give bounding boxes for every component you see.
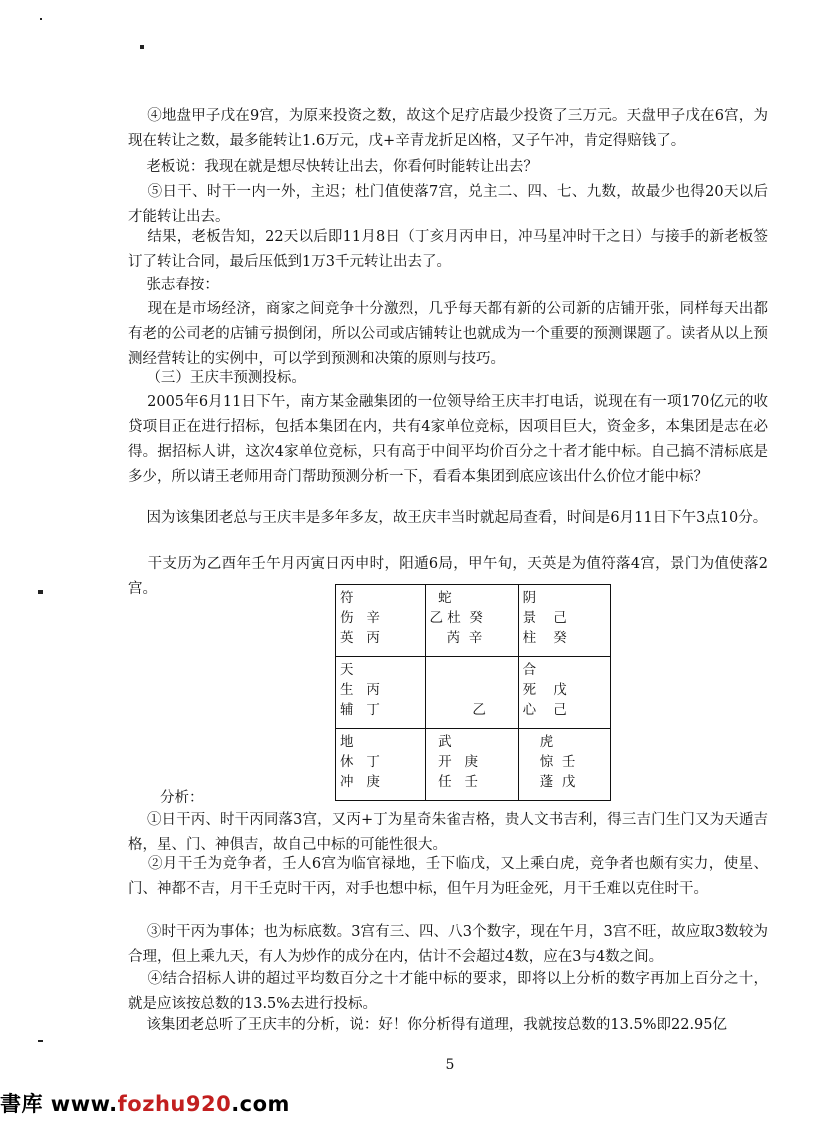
watermark — [0, 1088, 290, 1118]
qimen-chart — [335, 584, 611, 801]
palace-cell: 阴 景 己 柱 癸 — [518, 585, 610, 657]
paragraph: 2005年6月11日下午，南方某金融集团的一位领导给王庆丰打电话，说现在有一项170亿元的收贷项目正在进行招标，包括本集团在内，共有4家单位竞标，因项目巨大，资金多，本集团是志在必得。据招标人讲，这次4家单位竞标，只有高于中间平均价百分之十者才能中标。自己搞不清标底是多少，所以请王老师用奇门帮助预测分析一下，看看本集团到底应该出什么价位才能中标？ — [128, 394, 768, 485]
paragraph: ①日干丙、时干丙同落3宫，又丙+丁为星奇朱雀吉格，贵人文书吉利，得三吉门生门又为天遁吉格，星、门、神俱吉，故自己中标的可能性很大。 — [128, 812, 769, 853]
paragraph: ⑤日干、时干一内一外，主迟；杜门值使落7宫，兑主二、四、七、九数，故最少也得20天以后才能转让出去。 — [128, 184, 768, 225]
page-number: 5 — [445, 1057, 455, 1073]
scan-speck — [140, 45, 144, 49]
paragraph: 该集团老总听了王庆丰的分析，说：好！你分析得有道理，我就按总数的13.5%即22.95亿 — [128, 1017, 728, 1033]
palace-cell: 符 伤 辛 英 丙 — [336, 585, 426, 657]
palace-cell: 武 开 庚 任 壬 — [425, 729, 518, 801]
paragraph: 现在是市场经济，商家之间竞争十分激烈，几乎每天都有新的公司新的店铺开张，同样每天出都有老的公司老的店铺亏损倒闭，所以公司或店铺转让也就成为一个重要的预测课题了。读者从以上预测经营转让的实例中，可以学到预测和决策的原则与技巧。 — [128, 301, 769, 367]
watermark-site: fozhu920 — [117, 1092, 232, 1116]
scan-speck — [38, 590, 43, 594]
palace-cell: 乙 — [425, 657, 518, 729]
paragraph: 分析： — [160, 790, 204, 806]
paragraph: （三）王庆丰预测投标。 — [128, 370, 306, 386]
paragraph: 张志春按： — [128, 277, 219, 293]
palace-cell: 合 死 戊 心 己 — [518, 657, 610, 729]
paragraph: ④结合招标人讲的超过平均数百分之十才能中标的要求，即将以上分析的数字再加上百分之十，就是应该按总数的13.5%去进行投标。 — [128, 971, 769, 1012]
watermark-prefix: 書库 www. — [0, 1092, 118, 1116]
palace-cell: 虎 惊 壬 蓬 戊 — [518, 729, 610, 801]
paragraph: ④地盘甲子戊在9宫，为原来投资之数，故这个足疗店最少投资了三万元。天盘甲子戊在6宫，为现在转让之数，最多能转让1.6万元，戊+辛青龙折足凶格，又子午冲，肯定得赔钱了。 — [128, 108, 768, 149]
chart-row — [336, 657, 611, 729]
chart-row — [336, 585, 611, 657]
paragraph: 干支历为乙酉年壬午月丙寅日丙申时，阳遁6局，甲午旬，天英是为值符落4宫，景门为值使落2宫。 — [128, 556, 768, 597]
palace-cell: 蛇 乙 杜 癸 芮 辛 — [425, 585, 518, 657]
paragraph: 结果，老板告知，22天以后即11月8日（丁亥月丙申日，冲马星冲时干之日）与接手的新老板签订了转让合同，最后压低到1万3千元转让出去了。 — [128, 229, 769, 270]
paragraph: ③时干丙为事体；也为标底数。3宫有三、四、八3个数字，现在午月，3宫不旺，故应取3数较为合理，但上乘九天，有人为炒作的成分在内，估计不会超过4数，应在3与4数之间。 — [128, 924, 769, 965]
paragraph: ②月干壬为竞争者，壬人6宫为临官禄地，壬下临戊，又上乘白虎，竞争者也颇有实力，使星、门、神都不吉，月干壬克时干丙，对手也想中标，但午月为旺金死，月干壬难以克住时干。 — [128, 856, 768, 897]
paragraph: 因为该集团老总与王庆丰是多年多友，故王庆丰当时就起局查看，时间是6月11日下午3点10分。 — [128, 510, 768, 526]
palace-cell: 天 生 丙 辅 丁 — [336, 657, 426, 729]
watermark-suffix: .com — [231, 1092, 290, 1116]
palace-cell: 地 休 丁 冲 庚 — [336, 729, 426, 801]
scan-speck — [38, 1040, 43, 1042]
paragraph: 老板说：我现在就是想尽快转让出去，你看何时能转让出去？ — [128, 159, 538, 175]
scan-speck — [40, 18, 42, 20]
